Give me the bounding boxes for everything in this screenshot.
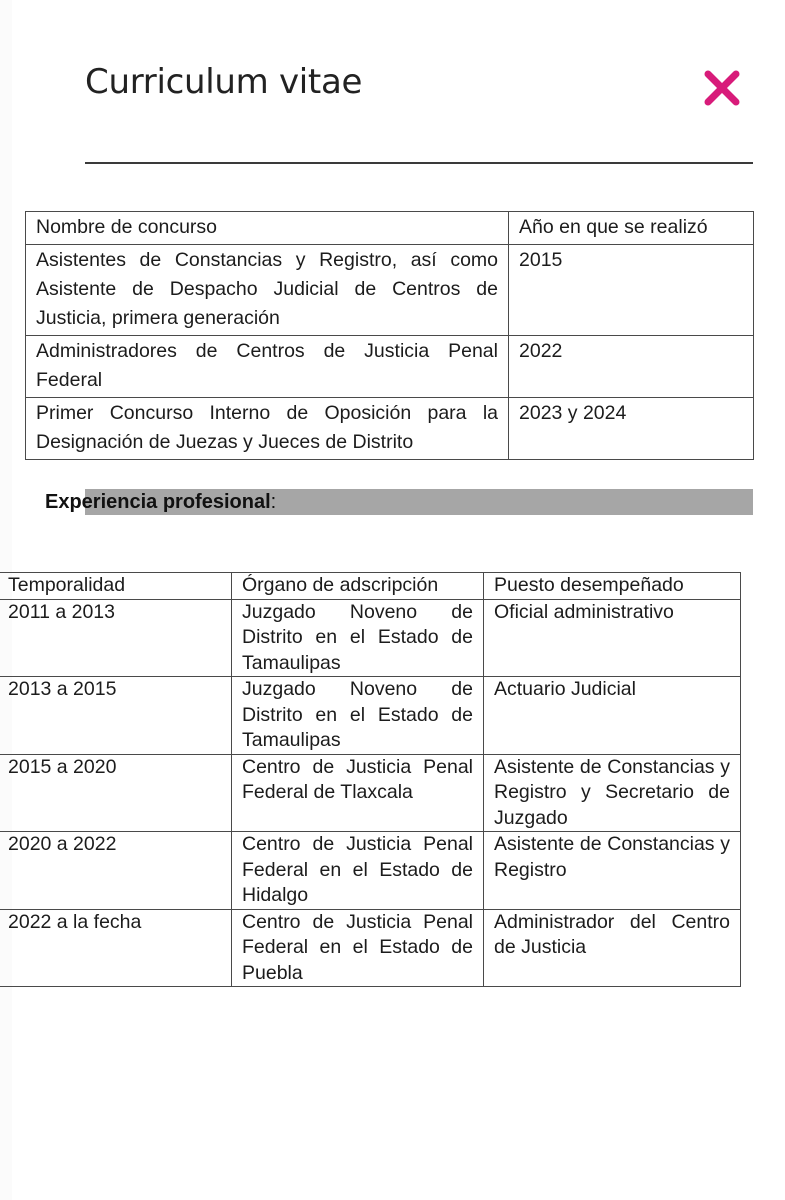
period-cell: 2020 a 2022 <box>0 832 232 910</box>
table-row <box>26 245 754 336</box>
period-cell: 2022 a la fecha <box>0 909 232 987</box>
section-heading-colon: : <box>270 491 277 513</box>
section-heading: Experiencia profesional <box>45 491 271 513</box>
header-cell: Nombre de concurso <box>26 212 509 245</box>
table-header-row <box>0 573 741 600</box>
table-row <box>26 398 754 460</box>
organ-cell: Centro de Justicia Penal Federal de Tlaxcala <box>232 754 484 832</box>
header-cell: Órgano de adscripción <box>232 573 484 600</box>
contest-name: Administradores de Centros de Justicia Penal Federal <box>26 336 509 398</box>
organ-cell: Juzgado Noveno de Distrito en el Estado de Tamaulipas <box>232 677 484 755</box>
organ-cell: Juzgado Noveno de Distrito en el Estado de Tamaulipas <box>232 599 484 677</box>
table-row <box>0 832 741 910</box>
experience-table-viewport[interactable] <box>8 572 741 984</box>
contest-name: Asistentes de Constancias y Registro, así como Asistente de Despacho Judicial de Centros de Justicia, primera generación <box>26 245 509 336</box>
experience-table <box>0 572 741 987</box>
table-row <box>0 677 741 755</box>
table-row <box>26 336 754 398</box>
table-row <box>0 909 741 987</box>
period-cell: 2015 a 2020 <box>0 754 232 832</box>
table-row <box>0 754 741 832</box>
position-cell: Asistente de Constancias y Registro <box>484 832 741 910</box>
close-button[interactable] <box>700 66 744 110</box>
organ-cell: Centro de Justicia Penal Federal en el Estado de Hidalgo <box>232 832 484 910</box>
close-x-icon <box>700 66 744 110</box>
contest-year: 2022 <box>509 336 754 398</box>
title-divider <box>85 162 753 164</box>
contest-name: Primer Concurso Interno de Oposición para la Designación de Juezas y Jueces de Distrito <box>26 398 509 460</box>
header-cell: Puesto desempeñado <box>484 573 741 600</box>
period-cell: 2011 a 2013 <box>0 599 232 677</box>
header-cell: Temporalidad <box>0 573 232 600</box>
position-cell: Oficial administrativo <box>484 599 741 677</box>
organ-cell: Centro de Justicia Penal Federal en el Estado de Puebla <box>232 909 484 987</box>
contests-table-viewport[interactable] <box>36 211 753 453</box>
contests-table <box>25 211 754 460</box>
position-cell: Administrador del Centro de Justicia <box>484 909 741 987</box>
table-row <box>0 599 741 677</box>
section-heading-bar <box>45 489 753 515</box>
contest-year: 2015 <box>509 245 754 336</box>
contest-year: 2023 y 2024 <box>509 398 754 460</box>
header-cell: Año en que se realizó <box>509 212 754 245</box>
table-header-row <box>26 212 754 245</box>
period-cell: 2013 a 2015 <box>0 677 232 755</box>
modal-title: Curriculum vitae <box>85 62 363 102</box>
position-cell: Actuario Judicial <box>484 677 741 755</box>
position-cell: Asistente de Constancias y Registro y Secretario de Juzgado <box>484 754 741 832</box>
